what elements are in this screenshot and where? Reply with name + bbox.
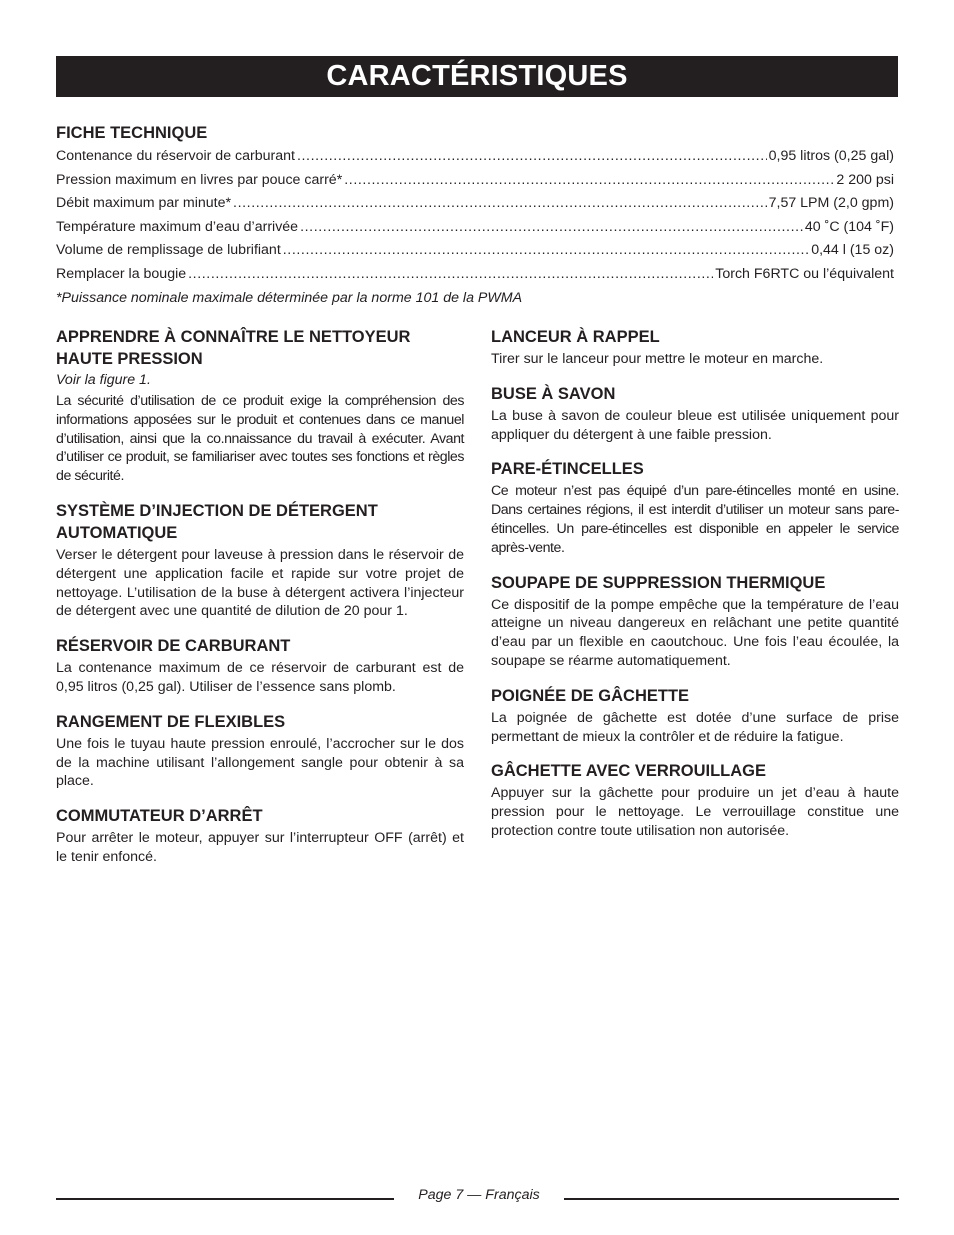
right-column bbox=[491, 326, 899, 855]
dot-leader bbox=[300, 216, 803, 240]
section-reservoir-carburant bbox=[56, 635, 464, 697]
spec-label: Volume de remplissage de lubrifiant bbox=[56, 242, 281, 259]
section-text: Ce dispositif de la pompe empêche que la température de l’eau atteigne un niveau dangereux en relâchant une petite quantité d’eau par un flexible en caoutchouc. Une fois l’eau écoulée, la soupape se réarme automatiquement. bbox=[491, 596, 899, 669]
spec-label: Température maximum d’eau d’arrivée bbox=[56, 218, 299, 235]
spec-footnote: *Puissance nominale maximale déterminée par la norme 101 de la PWMA bbox=[56, 289, 523, 306]
figure-reference: Voir la figure 1. bbox=[56, 372, 151, 388]
section-buse-savon bbox=[491, 383, 899, 445]
page-title: CARACTÉRISTIQUES bbox=[56, 56, 898, 97]
section-text: Une fois le tuyau haute pression enroulé, l’accrocher sur le dos de la machine utilisant l’allongement sangle pour obtenir à sa place. bbox=[56, 735, 464, 790]
section-heading: RÉSERVOIR DE CARBURANT bbox=[56, 637, 291, 656]
section-heading: SYSTÈME D’INJECTION DE DÉTERGENT AUTOMATIQUE bbox=[56, 501, 378, 542]
fiche-technique-heading: FICHE TECHNIQUE bbox=[56, 124, 208, 142]
section-heading: RANGEMENT DE FLEXIBLES bbox=[56, 712, 286, 731]
dot-leader bbox=[344, 169, 834, 193]
spec-row bbox=[56, 216, 894, 240]
section-systeme-injection bbox=[56, 500, 464, 621]
section-text: La poignée de gâchette est dotée d’une surface de prise permettant de mieux la contrôler et de réduire la fatigue. bbox=[491, 709, 899, 745]
footer-rule-left bbox=[56, 1198, 394, 1200]
section-heading: SOUPAPE DE SUPPRESSION THERMIQUE bbox=[491, 573, 826, 592]
spec-value: 7,57 LPM (2,0 gpm) bbox=[768, 195, 894, 212]
section-text: La contenance maximum de ce réservoir de carburant est de 0,95 litros (0,25 gal). Utiliser de l’essence sans plomb. bbox=[56, 660, 464, 695]
spec-row bbox=[56, 239, 894, 263]
section-heading: PARE-ÉTINCELLES bbox=[491, 460, 644, 479]
spec-value: 2 200 psi bbox=[836, 171, 894, 188]
fiche-technique-section bbox=[56, 122, 894, 310]
section-lanceur-rappel bbox=[491, 326, 899, 369]
section-text: Verser le détergent pour laveuse à pression dans le réservoir de détergent une application facile et rapide sur votre projet de nettoyage. L’utilisation de la buse à détergent activera l’injecteur de détergent avec une quantité de dilution de 20 pour 1. bbox=[56, 546, 464, 620]
dot-leader bbox=[297, 145, 767, 169]
section-poignee-gachette bbox=[491, 685, 899, 747]
spec-value: Torch F6RTC ou l’équivalent bbox=[715, 265, 894, 282]
section-pare-etincelles bbox=[491, 458, 899, 557]
spec-row bbox=[56, 192, 894, 216]
spec-label: Pression maximum en livres par pouce carré* bbox=[56, 171, 343, 188]
footer-rule-right bbox=[564, 1198, 899, 1200]
dot-leader bbox=[283, 239, 809, 263]
section-text: Pour arrêter le moteur, appuyer sur l’interrupteur OFF (arrêt) et le tenir enfoncé. bbox=[56, 830, 464, 865]
spec-label: Débit maximum par minute* bbox=[56, 195, 232, 212]
spec-row bbox=[56, 263, 894, 287]
section-heading: LANCEUR À RAPPEL bbox=[491, 328, 660, 346]
section-soupape-suppression bbox=[491, 572, 899, 671]
section-gachette-verrouillage bbox=[491, 760, 899, 840]
section-text: Appuyer sur la gâchette pour produire un jet d’eau à haute pression pour le nettoyage. Le verrouillage constitue une protection contre toute utilisation non autorisée. bbox=[491, 785, 899, 839]
section-text: Tirer sur le lanceur pour mettre le moteur en marche. bbox=[491, 351, 824, 367]
section-rangement-flexibles bbox=[56, 711, 464, 791]
section-heading: GÂCHETTE AVEC VERROUILLAGE bbox=[491, 762, 767, 781]
spec-value: 0,44 l (15 oz) bbox=[811, 242, 894, 259]
section-text: La buse à savon de couleur bleue est utilisée uniquement pour appliquer du détergent à une faible pression. bbox=[491, 407, 899, 443]
spec-row bbox=[56, 169, 894, 193]
section-text: Ce moteur n’est pas équipé d’un pare-étincelles monté en usine. Dans certaines régions, il est interdit d’utiliser un moteur sans pare-étincelles. Un pare-étincelles est disponible en appeler le service après-vente. bbox=[491, 483, 899, 556]
page-number: Page 7 — Français bbox=[418, 1187, 540, 1203]
spec-value: 0,95 litros (0,25 gal) bbox=[768, 148, 894, 164]
spec-value: 40 ˚C (104 ˚F) bbox=[804, 218, 894, 235]
spec-label: Contenance du réservoir de carburant bbox=[56, 148, 295, 164]
section-heading: APPRENDRE À CONNAÎTRE LE NETTOYEUR HAUTE PRESSION bbox=[56, 328, 411, 368]
page-footer bbox=[56, 1185, 899, 1209]
section-heading: BUSE À SAVON bbox=[491, 384, 616, 403]
section-heading: COMMUTATEUR D’ARRÊT bbox=[56, 807, 263, 826]
section-heading: POIGNÉE DE GÂCHETTE bbox=[491, 686, 690, 705]
dot-leader bbox=[188, 263, 713, 287]
section-text: La sécurité d’utilisation de ce produit exige la compréhension des informations apposées sur le produit et contenues dans ce manuel d’utilisation, ainsi que la co.nnaissance du travail à exécuter. Avant d’utiliser ce produit, se familiariser avec toutes ses fonctions et règles de sécurité. bbox=[56, 393, 464, 485]
section-apprendre bbox=[56, 326, 464, 486]
dot-leader bbox=[233, 192, 767, 216]
section-commutateur-arret bbox=[56, 805, 464, 867]
spec-row bbox=[56, 145, 894, 169]
left-column bbox=[56, 326, 464, 881]
spec-label: Remplacer la bougie bbox=[56, 265, 187, 282]
